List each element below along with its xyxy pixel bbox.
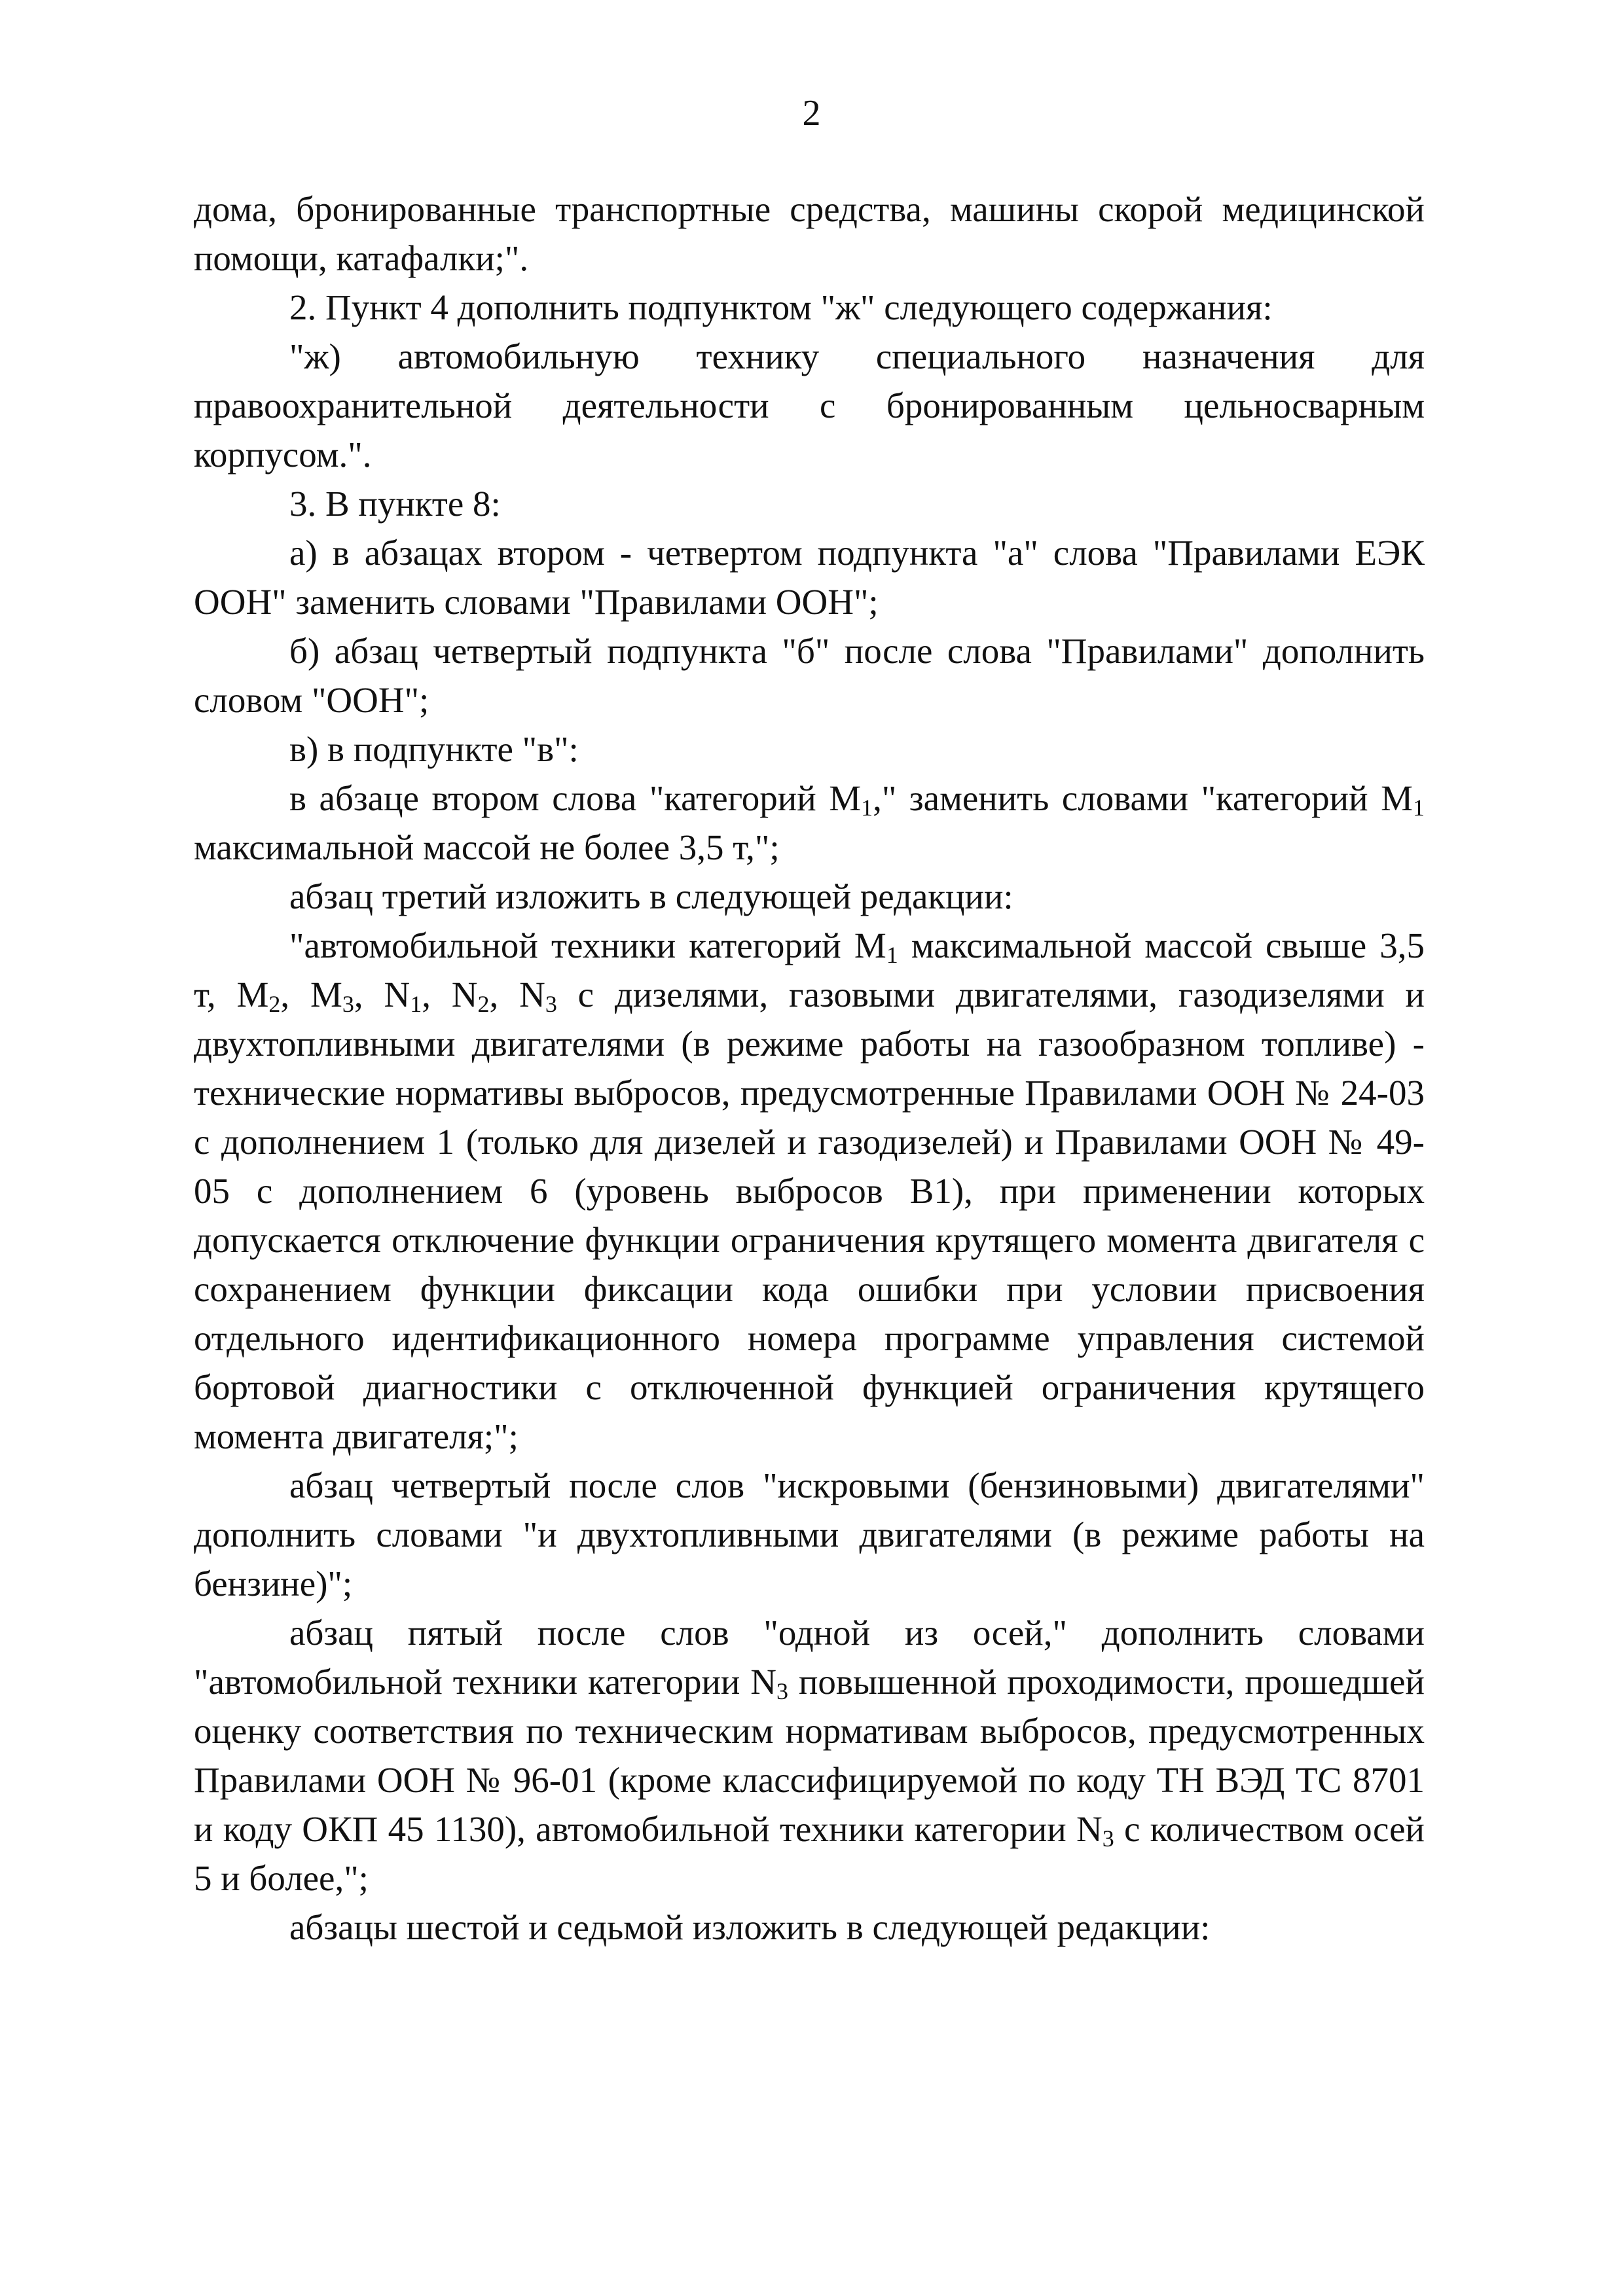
subscript-index: 3 [545,991,557,1017]
subscript-index: 1 [861,795,873,821]
paragraph-text: "автомобильной техники категорий M [289,925,886,965]
paragraph [194,332,1425,479]
paragraph-text: , N [489,975,545,1014]
paragraph-text: повышенной проходимости, прошедшей оценку соответствия по техническим нормативам выбросов, предусмотренных Правилами ООН № 96-01 (кроме классифицируемой по коду ТН ВЭД ТС 8701 и коду ОКП 45 1130), автомобильной техники категории N [194,1662,1425,1849]
paragraph-text: с количеством осей 5 и более,"; [194,1809,1425,1898]
paragraph [194,626,1425,725]
paragraph-text: с дизелями, газовыми двигателями, газодизелями и двухтопливными двигателями (в режиме работы на газообразном топливе) - технические нормативы выбросов, предусмотренные Правилами ООН № 24-03 с дополнением 1 (только для дизелей и газодизелей) и Правилами ООН № 49-05 с дополнением 6 (уровень выбросов B1), при применении которых допускается отключение функции ограничения крутящего момента двигателя с сохранением функции фиксации кода ошибки при условии присвоения отдельного идентификационного номера программе управления системой бортовой диагностики с отключенной функцией ограничения крутящего момента двигателя;"; [194,975,1425,1456]
paragraph [194,283,1425,332]
paragraph [194,528,1425,626]
document-body [194,185,1425,1952]
paragraph-text: 2. Пункт 4 дополнить подпунктом "ж" следующего содержания: [289,287,1273,327]
paragraph-text: б) абзац четвертый подпункта "б" после слова "Правилами" дополнить словом "ООН"; [194,631,1425,720]
paragraph-text: 3. В пункте 8: [289,484,501,524]
subscript-index: 3 [776,1678,788,1704]
paragraph-text: , N [354,975,410,1014]
paragraph-text: абзацы шестой и седьмой изложить в следующей редакции: [289,1907,1211,1947]
subscript-index: 1 [1413,795,1425,821]
paragraph [194,479,1425,528]
subscript-index: 2 [268,991,281,1017]
paragraph-text: максимальной массой не более 3,5 т,"; [194,827,780,867]
subscript-index: 3 [1102,1825,1114,1852]
paragraph-text: абзац четвертый после слов "искровыми (бензиновыми) двигателями" дополнить словами "и двухтопливными двигателями (в режиме работы на бензине)"; [194,1465,1425,1604]
subscript-index: 1 [886,942,898,968]
paragraph [194,185,1425,283]
paragraph-text: абзац третий изложить в следующей редакции: [289,876,1013,916]
paragraph [194,774,1425,872]
paragraph-text: а) в абзацах втором - четвертом подпункта "а" слова "Правилами ЕЭК ООН" заменить словами "Правилами ООН"; [194,533,1425,622]
paragraph-text: в абзаце втором слова "категорий M [289,778,862,818]
paragraph [194,1903,1425,1952]
paragraph [194,1608,1425,1903]
paragraph-text: "ж) автомобильную технику специального назначения для правоохранительной деятельности с бронированным цельносварным корпусом.". [194,336,1425,475]
paragraph-text: , M [280,975,342,1014]
paragraph-text: , N [422,975,478,1014]
paragraph [194,1461,1425,1608]
page-number: 2 [802,93,821,134]
subscript-index: 1 [410,991,422,1017]
paragraph-text: дома, бронированные транспортные средства, машины скорой медицинской помощи, катафалки;". [194,189,1425,278]
paragraph-text: абзац пятый после слов "одной из осей," дополнить словами "автомобильной техники категории N [194,1613,1425,1702]
paragraph-text: ," заменить словами "категорий M [873,778,1413,818]
paragraph [194,725,1425,774]
paragraph [194,872,1425,921]
paragraph-text: в) в подпункте "в": [289,729,579,769]
paragraph-text: максимальной массой свыше 3,5 т, M [194,925,1425,1014]
subscript-index: 2 [477,991,490,1017]
subscript-index: 3 [342,991,354,1017]
paragraph [194,921,1425,1461]
